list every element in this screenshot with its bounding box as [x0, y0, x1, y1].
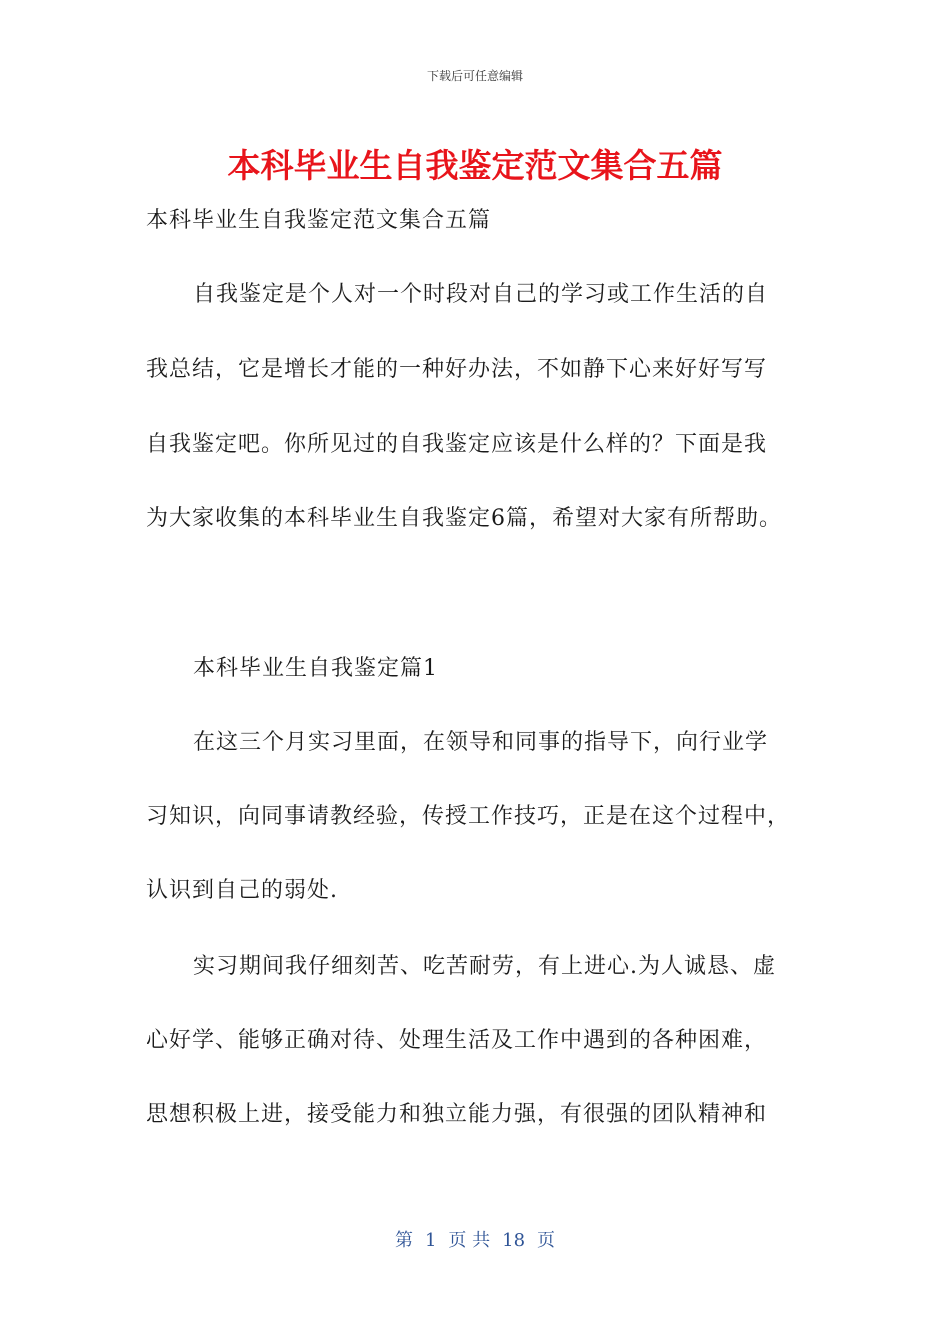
footer-middle: 页 共 [448, 1230, 491, 1251]
body-line: 我总结，它是增长才能的一种好办法，不如静下心来好好写写 [146, 357, 768, 382]
body-line: 心好学、能够正确对待、处理生活及工作中遇到的各种困难， [146, 1028, 768, 1053]
body-line-subtitle: 本科毕业生自我鉴定范文集合五篇 [146, 208, 492, 233]
body-line: 在这三个月实习里面，在领导和同事的指导下，向行业学 [193, 730, 769, 755]
body-line: 认识到自己的弱处. [146, 878, 338, 903]
footer-suffix: 页 [537, 1230, 556, 1251]
section-heading: 本科毕业生自我鉴定篇1 [193, 656, 438, 681]
footer-total-pages: 18 [502, 1230, 526, 1251]
page-header-note: 下载后可任意编辑 [426, 69, 523, 83]
body-line: 为大家收集的本科毕业生自我鉴定6篇，希望对大家有所帮助。 [146, 506, 782, 531]
body-line: 实习期间我仔细刻苦、吃苦耐劳，有上进心.为人诚恳、虚 [193, 954, 776, 979]
document-title: 本科毕业生自我鉴定范文集合五篇 [227, 146, 723, 185]
body-line: 思想积极上进，接受能力和独立能力强，有很强的团队精神和 [146, 1102, 768, 1127]
footer-prefix: 第 [394, 1230, 413, 1251]
page-footer [0, 1226, 950, 1252]
body-line: 习知识，向同事请教经验，传授工作技巧，正是在这个过程中， [146, 804, 791, 829]
body-line: 自我鉴定是个人对一个时段对自己的学习或工作生活的自 [193, 282, 769, 307]
footer-current-page: 1 [424, 1230, 437, 1251]
body-line: 自我鉴定吧。你所见过的自我鉴定应该是什么样的？下面是我 [146, 432, 768, 457]
